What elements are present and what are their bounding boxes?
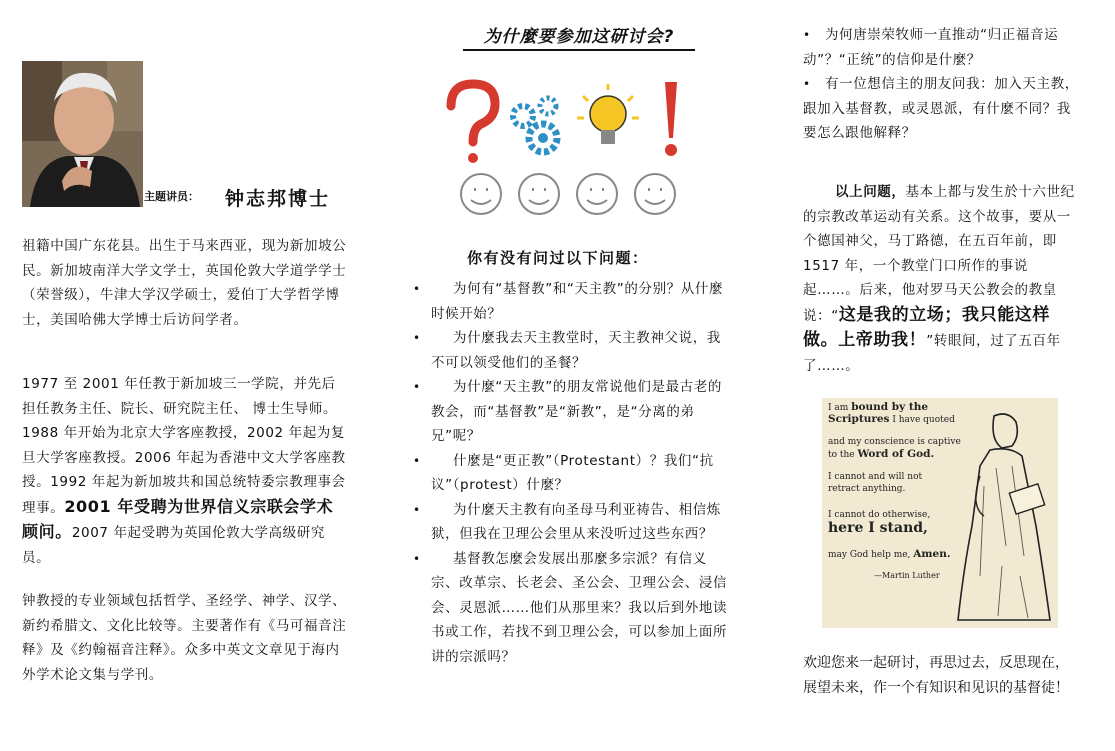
- list-item: [413, 326, 733, 375]
- bullet: •: [413, 551, 421, 566]
- speaker-bio-career: [22, 372, 348, 570]
- list-item: [413, 498, 733, 547]
- poster-line: [828, 413, 968, 426]
- poster-line-emphasis: here I stand,: [828, 520, 928, 536]
- poster-line: and my conscience is captive: [828, 437, 961, 447]
- list-item: [413, 449, 733, 498]
- luther-quote: 这是我的立场；我只能这样做。上帝助我！: [803, 304, 1051, 350]
- poster-bold: Word of God.: [857, 448, 935, 460]
- bullet: •: [413, 380, 421, 394]
- bullet: •: [413, 331, 421, 345]
- question-text: 有一位想信主的朋友问我：加入天主教，跟加入基督教，或灵恩派，有什麼不同？我要怎么跟他解释？: [803, 76, 1079, 141]
- poster-attribution: —Martin Luther: [874, 571, 940, 580]
- exclamation-icon: [665, 82, 677, 156]
- poster-line: I cannot do otherwise,: [828, 510, 931, 520]
- smiley-faces: [461, 174, 675, 214]
- career-highlight: 2001 年受聘为世界信义宗联会学术顾问。: [22, 496, 334, 541]
- list-item: [413, 277, 733, 326]
- poster-line: [828, 548, 968, 561]
- brochure-title: 为什麼要参加这研讨会?: [463, 22, 695, 51]
- speaker-photo: [22, 61, 143, 207]
- reformation-paragraph: [803, 180, 1079, 378]
- list-item: [413, 375, 733, 449]
- question-text: 为何有“基督教”和“天主教”的分别？从什麼时候开始？: [431, 281, 724, 322]
- career-text: 1977 至 2001 年任教于新加坡三一学院，并先后担任教务主任、院长、研究院主任、 博士生导师。1988 年开始为北京大学客座教授，2002 年起为复旦大学客座教授。2006 年起为香港中文大学客座教授。1992 年起为新加坡共和国总统特委宗教理事会理事。: [22, 376, 346, 516]
- career-text-end: 2007 年起受聘为英国伦敦大学高级研究员。: [22, 525, 325, 566]
- speaker-bio-expertise: 钟教授的专业领域包括哲学、圣经学、神学、汉学、新约希腊文、文化比较等。主要著作有《马可福音注释》及《约翰福音注释》。众多中英文文章见于海内外学术论文集与学刊。: [22, 593, 347, 683]
- question-text: 为什麼我去天主教堂时，天主教神父说，我不可以领受他们的圣餐？: [431, 330, 721, 371]
- poster-line: [828, 448, 968, 461]
- gears-icon: [513, 98, 557, 152]
- list-item: [803, 23, 1079, 72]
- question-text: 为什麼天主教有向圣母马利亚祷告、相信炼狱，但我在卫理公会里从来没听过这些东西？: [431, 501, 721, 542]
- question-text: 为什麼“天主教”的朋友常说他们是最古老的教会，而“基督教”是“新教”，是“分离的弟兄”呢？: [431, 379, 722, 444]
- list-item: [803, 72, 1079, 146]
- question-illustration: [443, 76, 693, 230]
- quote-close: ”: [926, 333, 934, 349]
- poster-text: I am: [828, 403, 852, 413]
- questions-list: [413, 277, 733, 669]
- question-text: 什麼是“更正教”（Protestant）？我们“抗议”（protest）什麼？: [431, 452, 714, 493]
- lead-text: 以上问题，: [835, 184, 906, 200]
- poster-text: I have quoted: [889, 415, 955, 425]
- speaker-bio-education: 祖籍中国广东花县。出生于马来西亚，现为新加坡公民。新加坡南洋大学文学士，英国伦敦大学道学学士（荣誉级），牛津大学汉学硕士，爱伯丁大学哲学博士，美国哈佛大学博士后访问学者。: [22, 238, 347, 328]
- bullet: •: [413, 282, 421, 296]
- poster-bold: Amen.: [913, 548, 951, 560]
- poster-line: I cannot and will not: [828, 472, 923, 482]
- tail-text: 转眼间，过了五百年了……。: [803, 333, 1061, 374]
- questions-heading: 你有没有问过以下问题：: [467, 249, 649, 267]
- bullet: •: [413, 502, 421, 517]
- lightbulb-icon: [577, 84, 639, 144]
- questions-list-continued: [803, 23, 1079, 146]
- speaker-name: 钟志邦博士: [225, 188, 331, 210]
- question-text: 基督教怎麼会发展出那麼多宗派？有信义宗、改革宗、长老会、圣公会、卫理公会、浸信会、灵恩派……他们从那里来？我以后到外地读书或工作，若找不到卫理公会，可以参加上面所讲的宗派吗？: [431, 550, 728, 665]
- question-text: 为何唐崇荣牧师一直推动“归正福音运动”？“正统”的信仰是什麼？: [803, 27, 1059, 68]
- speaker-label: 主题讲员：: [144, 190, 199, 203]
- poster-bold: bound by the: [851, 401, 929, 413]
- quote-open: “: [831, 307, 839, 324]
- poster-bold: Scriptures: [828, 413, 890, 425]
- poster-text: to the: [828, 450, 858, 460]
- list-item: [413, 547, 733, 670]
- question-mark-icon: [451, 84, 495, 163]
- body-text: 基本上都与发生於十六世纪的宗教改革运动有关系。这个故事，要从一个德国神父，马丁路德，在五百年前，即 1517 年，一个教堂门口所作的事说起……。后来，他对罗马天公教会的教皇说：: [803, 184, 1075, 324]
- poster-line: retract anything.: [828, 484, 906, 494]
- bullet: •: [803, 28, 811, 42]
- welcome-message: 欢迎您来一起研讨，再思过去，反思现在，展望未来，作一个有知识和见识的基督徒！: [803, 655, 1069, 696]
- luther-figure-icon: [950, 406, 1054, 624]
- bullet: •: [803, 77, 811, 91]
- bullet: •: [413, 453, 421, 468]
- luther-quote-poster: [822, 398, 1058, 628]
- poster-text: may God help me,: [828, 550, 914, 560]
